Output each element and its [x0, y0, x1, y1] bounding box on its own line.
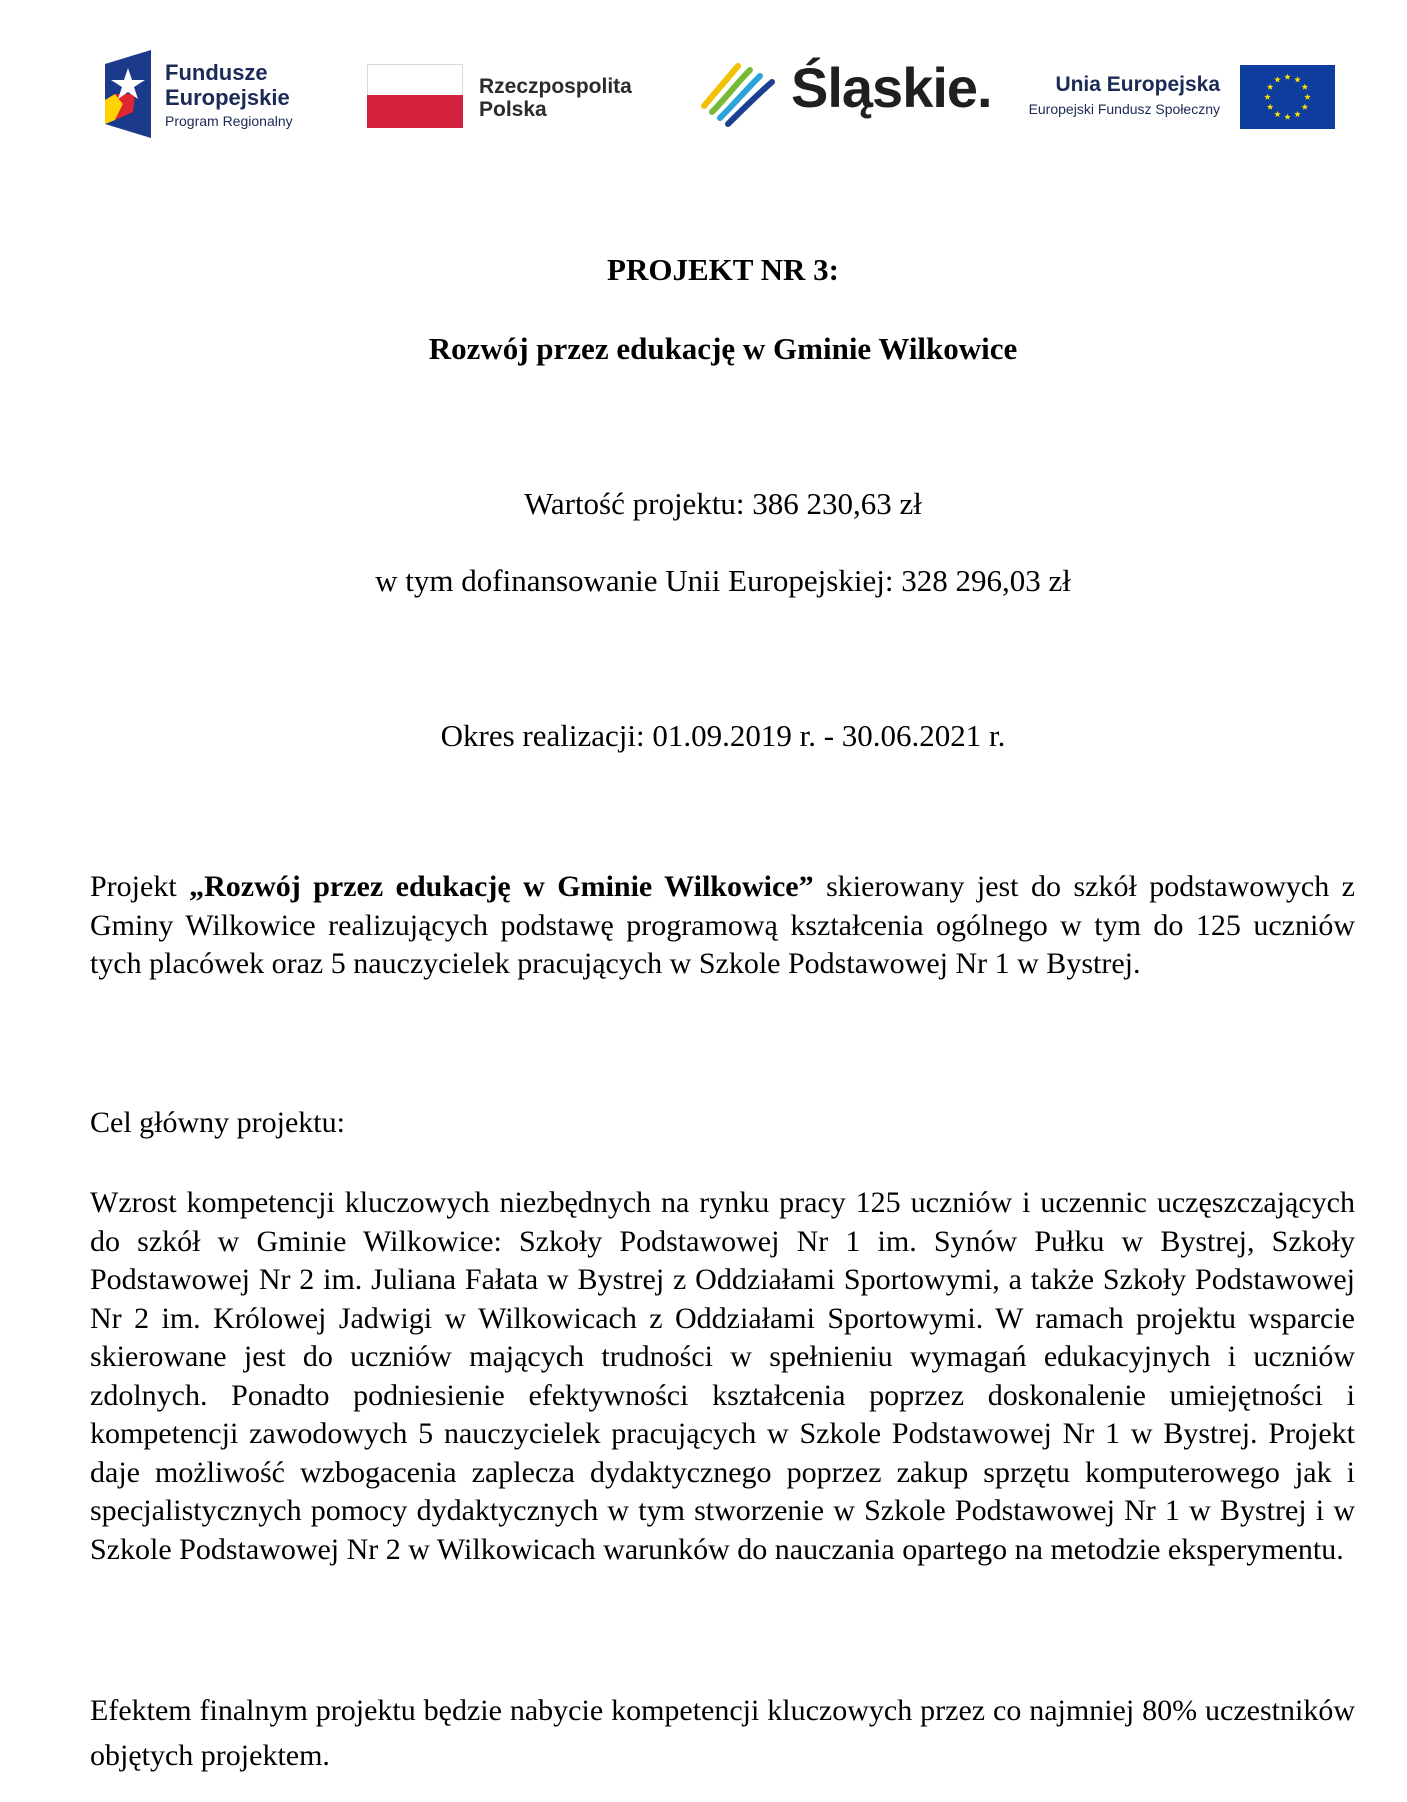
rzeczpospolita-text [479, 75, 632, 121]
unia-europejska-logo [1017, 48, 1335, 148]
goal-heading: Cel główny projektu: [90, 1106, 345, 1139]
slaskie-logo [700, 48, 992, 148]
unia-line1: Unia Europejska [1055, 73, 1220, 96]
result-paragraph: Efektem finalnym projektu będzie nabycie kompetencji kluczowych przez co najmniej 80% uczestników objętych projektem. [90, 1694, 1355, 1772]
project-cofinancing: w tym dofinansowanie Unii Europejskiej: 328 296,03 zł [375, 563, 1071, 598]
project-intro-paragraph [90, 868, 1355, 984]
intro-prefix: Projekt [90, 870, 190, 903]
slaskie-text: Śląskie. [791, 56, 992, 119]
polish-flag-icon [367, 64, 463, 128]
rzeczpospolita-line1: Rzeczpospolita [479, 75, 632, 98]
fundusze-text [165, 62, 293, 128]
intro-bold-title: „Rozwój przez edukację w Gminie Wilkowice” [189, 870, 814, 903]
rzeczpospolita-line2: Polska [479, 98, 547, 121]
slaskie-waves-icon [700, 62, 780, 128]
project-title: Rozwój przez edukację w Gminie Wilkowice [428, 331, 1018, 366]
eu-flag-icon [1240, 65, 1335, 129]
logo-bar [105, 48, 1335, 148]
fundusze-star-icon [105, 50, 151, 138]
unia-line2: Europejski Fundusz Społeczny [1028, 101, 1220, 117]
project-period: Okres realizacji: 01.09.2019 r. - 30.06.2021 r. [440, 718, 1006, 753]
fundusze-line1: Fundusze [165, 60, 268, 85]
project-number: PROJEKT NR 3: [607, 252, 839, 287]
intro-rest: skierowany jest do szkół podstawowych z Gminy Wilkowice realizujących podstawę programową kształcenia ogólnego w tym do 125 uczniów tych placówek oraz 5 nauczycielek pracujących w Szkole Podstawowej Nr 1 w Bystrej. [90, 870, 1355, 980]
fundusze-line3: Program Regionalny [165, 113, 293, 129]
fundusze-line2: Europejskie [165, 85, 290, 110]
fundusze-europejskie-logo [105, 48, 325, 148]
project-value: Wartość projektu: 386 230,63 zł [524, 486, 922, 521]
goal-paragraph: Wzrost kompetencji kluczowych niezbędnych na rynku pracy 125 uczniów i uczennic uczęszczających do szkół w Gminie Wilkowice: Szkoły Podstawowej Nr 1 im. Synów Pułku w Bystrej, Szkoły Podstawowej Nr 2 im. Juliana Fałata w Bystrej z Oddziałami Sportowymi, a także Szkoły Podstawowej Nr 2 im. Królowej Jadwigi w Wilkowicach z Oddziałami Sportowymi. W ramach projektu wsparcie skierowane jest do uczniów mających trudności w spełnieniu wymagań edukacyjnych i uczniów zdolnych. Ponadto podniesienie efektywności kształcenia poprzez doskonalenie umiejętności i kompetencji zawodowych 5 nauczycielek pracujących w Szkole Podstawowej Nr 1 w Bystrej. Projekt daje możliwość wzbogacenia zaplecza dydaktycznego poprzez zakup sprzętu komputerowego jak i specjalistycznych pomocy dydaktycznych w tym stworzenie w Szkole Podstawowej Nr 1 w Bystrej i w Szkole Podstawowej Nr 2 w Wilkowicach warunków do nauczania opartego na metodzie eksperymentu. [90, 1186, 1355, 1566]
rzeczpospolita-polska-logo [367, 48, 657, 148]
unia-text [1029, 74, 1220, 116]
